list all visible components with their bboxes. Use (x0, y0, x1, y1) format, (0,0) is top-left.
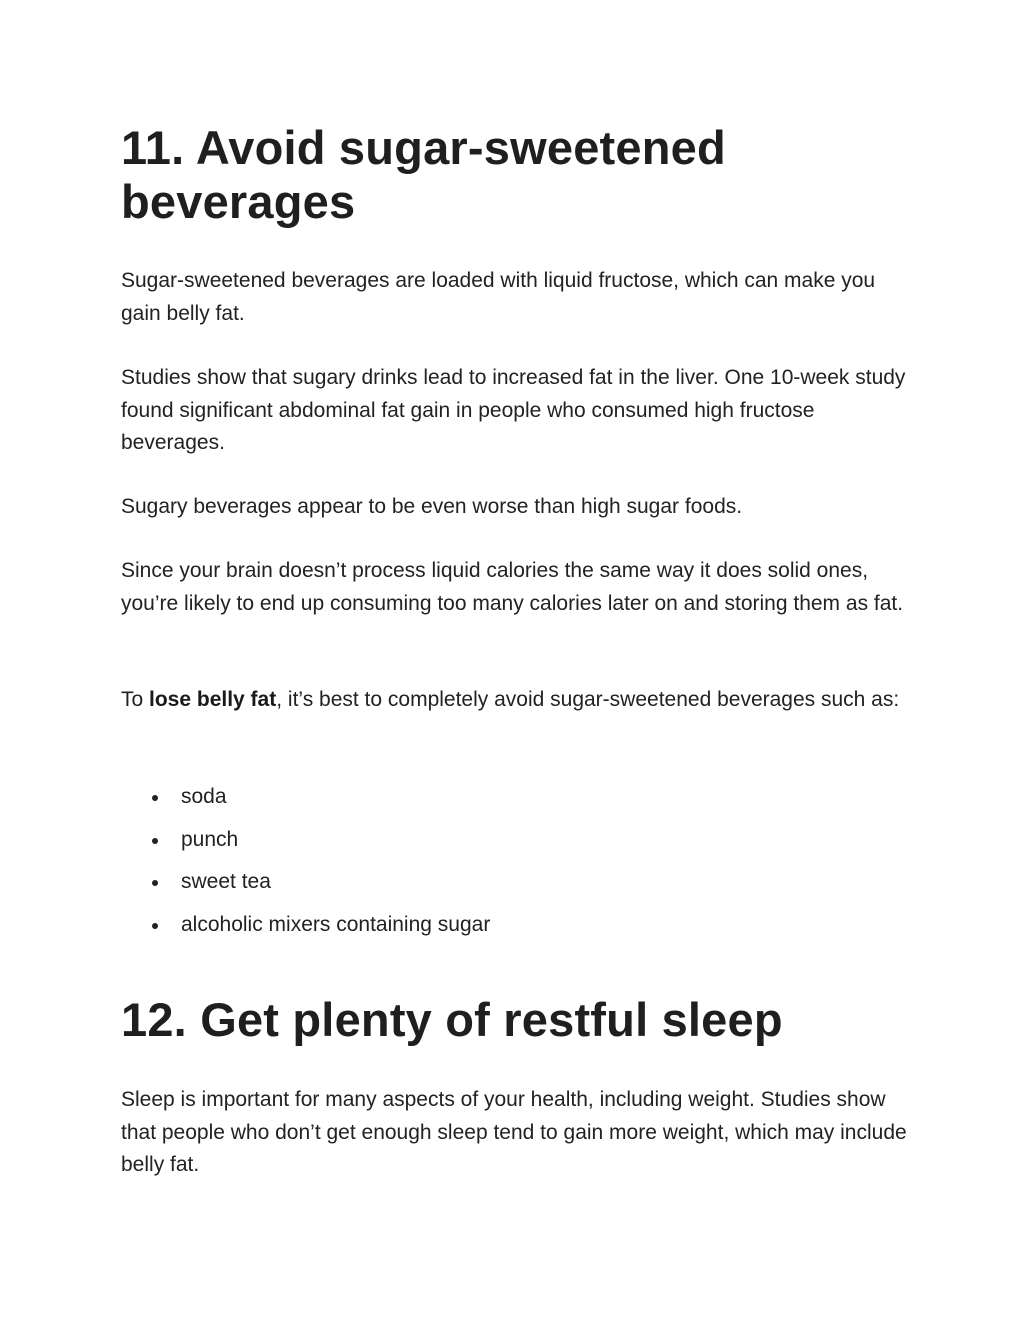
list-item (121, 909, 911, 952)
list-item (121, 781, 911, 824)
list-item-label: sweet tea (181, 870, 271, 893)
list-item-label: soda (181, 785, 227, 808)
section-12-heading: 12. Get plenty of restful sleep (121, 993, 783, 1046)
intro-text-after: , it’s best to completely avoid sugar-sweetened beverages such as: (276, 688, 900, 711)
paragraph-worse-than-foods: Sugary beverages appear to be even worse than high sugar foods. (121, 495, 743, 518)
bullet-icon (152, 880, 158, 886)
bullet-icon (152, 795, 158, 801)
paragraph-liquid-calories: Since your brain doesn’t process liquid calories the same way it does solid ones, you’re likely to end up consuming too many calories later on and storing them as fat. (121, 559, 904, 615)
list-item (121, 824, 911, 867)
paragraph-fructose: Sugar-sweetened beverages are loaded with liquid fructose, which can make you gain belly fat. (121, 269, 876, 325)
beverage-list (121, 781, 911, 951)
section-11-heading: 11. Avoid sugar-sweetened beverages (121, 121, 726, 228)
list-item (121, 866, 911, 909)
paragraph-avoid-intro (121, 684, 911, 717)
bullet-icon (152, 838, 158, 844)
paragraph-studies-liver: Studies show that sugary drinks lead to increased fat in the liver. One 10-week study found significant abdominal fat gain in people who consumed high fructose beverages. (121, 366, 906, 454)
intro-bold-text: lose belly fat (149, 688, 277, 711)
list-item-label: punch (181, 827, 239, 851)
list-item-label: alcoholic mixers containing sugar (181, 912, 491, 936)
bullet-icon (152, 923, 158, 929)
paragraph-sleep: Sleep is important for many aspects of your health, including weight. Studies show that people who don’t get enough sleep tend to gain more weight, which may include belly fat. (121, 1088, 907, 1176)
intro-text-before: To (121, 688, 150, 711)
